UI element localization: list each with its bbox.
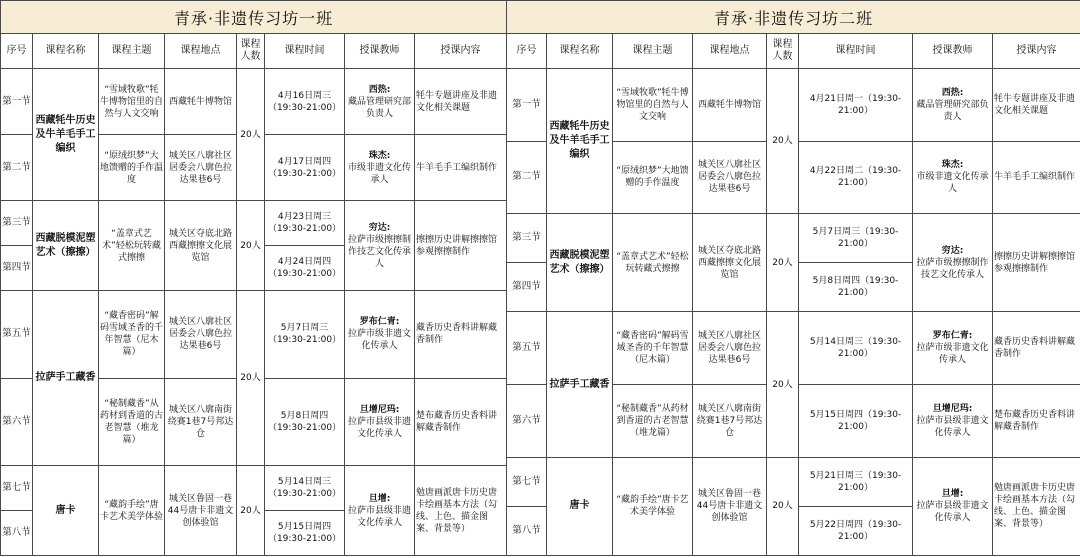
- session-number: 第六节: [507, 385, 547, 458]
- teacher-name: 穷达:: [368, 222, 391, 233]
- teacher-name: 穷达:: [941, 245, 964, 256]
- course-teacher: [913, 214, 993, 312]
- session-number: 第一节: [1, 69, 33, 135]
- course-teacher: [345, 201, 415, 291]
- session-number: 第四节: [507, 263, 547, 312]
- course-teacher: [345, 378, 415, 466]
- course-capacity: 20人: [237, 290, 265, 465]
- teacher-name: 罗布仁青:: [932, 331, 973, 342]
- session-number: 第八节: [507, 506, 547, 555]
- course-location: 西藏牦牛博物馆: [693, 69, 767, 142]
- course-location: 城关区八廓社区居委会八廓色拉达果巷6号: [165, 290, 237, 378]
- course-teacher: [913, 457, 993, 555]
- session-number: 第七节: [1, 466, 33, 511]
- session-number: 第四节: [1, 246, 33, 291]
- teacher-title: 拉萨市级擦擦制作技艺文化传承人: [916, 257, 989, 280]
- course-content: 藏香历史香料讲解藏香制作: [415, 290, 507, 378]
- teacher-title: 藏品管理研究部负责人: [916, 99, 989, 122]
- course-topic: “雪域牧歌”牦牛博物馆里的自然与人文交响: [613, 69, 693, 142]
- session-number: 第七节: [507, 457, 547, 506]
- column-header: 授课教师: [345, 34, 415, 69]
- teacher-title: 拉萨市县级非遗文化传承人: [347, 505, 411, 528]
- course-capacity: 20人: [767, 69, 799, 214]
- session-number: 第六节: [1, 378, 33, 466]
- course-capacity: 20人: [767, 312, 799, 457]
- course-time: 5月8日周四（19:30-21:00）: [799, 263, 913, 312]
- table-row: [507, 214, 1080, 263]
- course-capacity: 20人: [237, 69, 265, 201]
- course-name: 西藏牦牛历史及牛羊毛手工编织: [547, 69, 613, 214]
- session-number: 第五节: [507, 312, 547, 385]
- course-location: 城关区八廓南街绕赛1巷7号邦达仓: [693, 385, 767, 458]
- session-number: 第一节: [507, 69, 547, 142]
- course-topic: “藏香密码”解码雪域圣香的千年智慧（尼木篇）: [613, 312, 693, 385]
- course-time: 4月21日周一（19:30-21:00）: [799, 69, 913, 142]
- column-header: 课程时间: [265, 34, 345, 69]
- column-header: 课程主题: [99, 34, 165, 69]
- course-teacher: [913, 312, 993, 385]
- course-topic: “雪域牧歌”牦牛博物馆里的自然与人文交响: [99, 69, 165, 135]
- column-header: 序号: [507, 34, 547, 69]
- course-location: 城关区鲁固一巷44号唐卡非遗文创体验馆: [693, 457, 767, 555]
- teacher-name: 旦增尼玛:: [932, 403, 973, 414]
- course-name: 拉萨手工藏香: [33, 290, 99, 465]
- course-time: 5月14日周三（19:30-21:00）: [265, 466, 345, 511]
- course-location: 西藏牦牛博物馆: [165, 69, 237, 135]
- course-capacity: 20人: [767, 214, 799, 312]
- course-time: 5月14日周三（19:30-21:00）: [799, 312, 913, 385]
- course-teacher: [345, 466, 415, 556]
- table-row: [507, 312, 1080, 385]
- course-time: 4月17日周四（19:30-21:00）: [265, 135, 345, 201]
- course-content: 牦牛专题讲座及非遗文化相关课题: [993, 69, 1080, 142]
- column-header: 课程时间: [799, 34, 913, 69]
- course-capacity: 20人: [237, 201, 265, 291]
- course-content: 楚布藏香历史香料讲解藏香制作: [415, 378, 507, 466]
- course-topic: “原绒织梦”大地馈赠的手作温度: [99, 135, 165, 201]
- table-row: [1, 290, 507, 378]
- course-topic: “原绒织梦”大地馈赠的手作温度: [613, 141, 693, 214]
- session-number: 第八节: [1, 511, 33, 556]
- teacher-name: 西热:: [941, 87, 964, 98]
- course-time: 5月7日周三（19:30-21:00）: [265, 290, 345, 378]
- course-location: 城关区夺底北路西藏擦擦文化展览馆: [165, 201, 237, 291]
- course-teacher: [913, 141, 993, 214]
- course-content: 藏香历史香料讲解藏香制作: [993, 312, 1080, 385]
- teacher-name: 珠杰:: [941, 160, 964, 171]
- course-content: 勉唐画派唐卡历史唐卡绘画基本方法（勾线、上色、描金图案、背景等）: [415, 466, 507, 556]
- course-location: 城关区八廓南街绕赛1巷7号邦达仓: [165, 378, 237, 466]
- course-topic: “盖章式艺术”轻松玩转藏式擦擦: [613, 214, 693, 312]
- column-header: 序号: [1, 34, 33, 69]
- session-number: 第二节: [507, 141, 547, 214]
- course-topic: “盖章式艺术”轻松玩转藏式擦擦: [99, 201, 165, 291]
- course-topic: “藏香密码”解码雪域圣香的千年智慧（尼木篇）: [99, 290, 165, 378]
- course-topic: “藏韵手绘”唐卡艺术美学体验: [99, 466, 165, 556]
- column-header: 授课内容: [993, 34, 1080, 69]
- table-row: [1, 201, 507, 246]
- course-name: 唐卡: [33, 466, 99, 556]
- course-content: 牛羊毛手工编织制作: [415, 135, 507, 201]
- column-header: 授课内容: [415, 34, 507, 69]
- teacher-title: 藏品管理研究部负责人: [347, 96, 411, 119]
- course-capacity: 20人: [767, 457, 799, 555]
- teacher-name: 罗布仁青:: [359, 317, 400, 328]
- class-title: 青承·非遗传习坊一班: [1, 1, 507, 34]
- course-content: 牛羊毛手工编织制作: [993, 141, 1080, 214]
- course-name: 西藏脱模泥塑艺术（擦擦）: [33, 201, 99, 291]
- session-number: 第三节: [507, 214, 547, 263]
- class-title: 青承·非遗传习坊二班: [507, 1, 1080, 34]
- teacher-title: 拉萨市县级非遗文化传承人: [916, 415, 989, 438]
- table-row: [1, 69, 507, 135]
- course-topic: “藏韵手绘”唐卡艺术美学体验: [613, 457, 693, 555]
- table-row: [507, 69, 1080, 142]
- course-capacity: 20人: [237, 466, 265, 556]
- course-content: 牦牛专题讲座及非遗文化相关课题: [415, 69, 507, 135]
- teacher-name: 旦增尼玛:: [359, 405, 400, 416]
- column-header: 课程人数: [767, 34, 799, 69]
- column-header: 课程地点: [165, 34, 237, 69]
- course-name: 西藏脱模泥塑艺术（擦擦）: [547, 214, 613, 312]
- teacher-title: 拉萨市县级非遗文化传承人: [916, 501, 989, 524]
- teacher-title: 拉萨市县级非遗文化传承人: [347, 417, 411, 440]
- column-header: 课程地点: [693, 34, 767, 69]
- course-content: 擦擦历史讲解擦擦馆参观擦擦制作: [415, 201, 507, 291]
- course-time: 4月24日周四（19:30-21:00）: [265, 246, 345, 291]
- course-name: 拉萨手工藏香: [547, 312, 613, 457]
- teacher-title: 拉萨市级擦擦制作技艺文化传承人: [347, 234, 411, 269]
- session-number: 第五节: [1, 290, 33, 378]
- teacher-title: 市级非遗文化传承人: [916, 172, 989, 195]
- course-name: 西藏牦牛历史及牛羊毛手工编织: [33, 69, 99, 201]
- teacher-name: 旦增:: [368, 493, 391, 504]
- course-teacher: [345, 69, 415, 135]
- column-header: 授课教师: [913, 34, 993, 69]
- course-time: 5月21日周三（19:30-21:00）: [799, 457, 913, 506]
- course-time: 5月7日周三（19:30-21:00）: [799, 214, 913, 263]
- course-location: 城关区八廓社区居委会八廓色拉达果巷6号: [165, 135, 237, 201]
- course-time: 5月22日周四（19:30-21:00）: [799, 506, 913, 555]
- course-teacher: [913, 69, 993, 142]
- course-topic: “秘制藏香”从药材到香道的古老智慧（堆龙篇）: [613, 385, 693, 458]
- column-header: 课程名称: [547, 34, 613, 69]
- course-time: 5月8日周四（19:30-21:00）: [265, 378, 345, 466]
- course-teacher: [913, 385, 993, 458]
- column-header: 课程名称: [33, 34, 99, 69]
- course-topic: “秘制藏香”从药材到香道的古老智慧（堆龙篇）: [99, 378, 165, 466]
- session-number: 第二节: [1, 135, 33, 201]
- schedule-table-1: [0, 0, 506, 556]
- teacher-title: 拉萨市级非遗文化传承人: [916, 343, 989, 366]
- course-name: 唐卡: [547, 457, 613, 555]
- course-time: 4月16日周三（19:30-21:00）: [265, 69, 345, 135]
- course-location: 城关区夺底北路西藏擦擦文化展览馆: [693, 214, 767, 312]
- course-content: 擦擦历史讲解擦擦馆参观擦擦制作: [993, 214, 1080, 312]
- teacher-title: 市级非遗文化传承人: [347, 162, 411, 185]
- column-header: 课程人数: [237, 34, 265, 69]
- table-row: [507, 457, 1080, 506]
- course-teacher: [345, 135, 415, 201]
- session-number: 第三节: [1, 201, 33, 246]
- course-location: 城关区八廓社区居委会八廓色拉达果巷6号: [693, 312, 767, 385]
- course-content: 楚布藏香历史香料讲解藏香制作: [993, 385, 1080, 458]
- course-time: 5月15日周四（19:30-21:00）: [265, 511, 345, 556]
- table-row: [1, 466, 507, 511]
- course-time: 4月22日周二（19:30-21:00）: [799, 141, 913, 214]
- column-header: 课程主题: [613, 34, 693, 69]
- course-time: 5月15日周四（19:30-21:00）: [799, 385, 913, 458]
- course-location: 城关区鲁固一巷44号唐卡非遗文创体验馆: [165, 466, 237, 556]
- schedule-table-2: [506, 0, 1080, 556]
- teacher-title: 拉萨市级非遗文化传承人: [347, 329, 411, 352]
- teacher-name: 珠杰:: [368, 150, 391, 161]
- course-location: 城关区八廓社区居委会八廓色拉达果巷6号: [693, 141, 767, 214]
- course-content: 勉唐画派唐卡历史唐卡绘画基本方法（勾线、上色、描金图案、背景等）: [993, 457, 1080, 555]
- teacher-name: 旦增:: [941, 489, 964, 500]
- course-time: 4月23日周三（19:30-21:00）: [265, 201, 345, 246]
- teacher-name: 西热:: [368, 84, 391, 95]
- course-teacher: [345, 290, 415, 378]
